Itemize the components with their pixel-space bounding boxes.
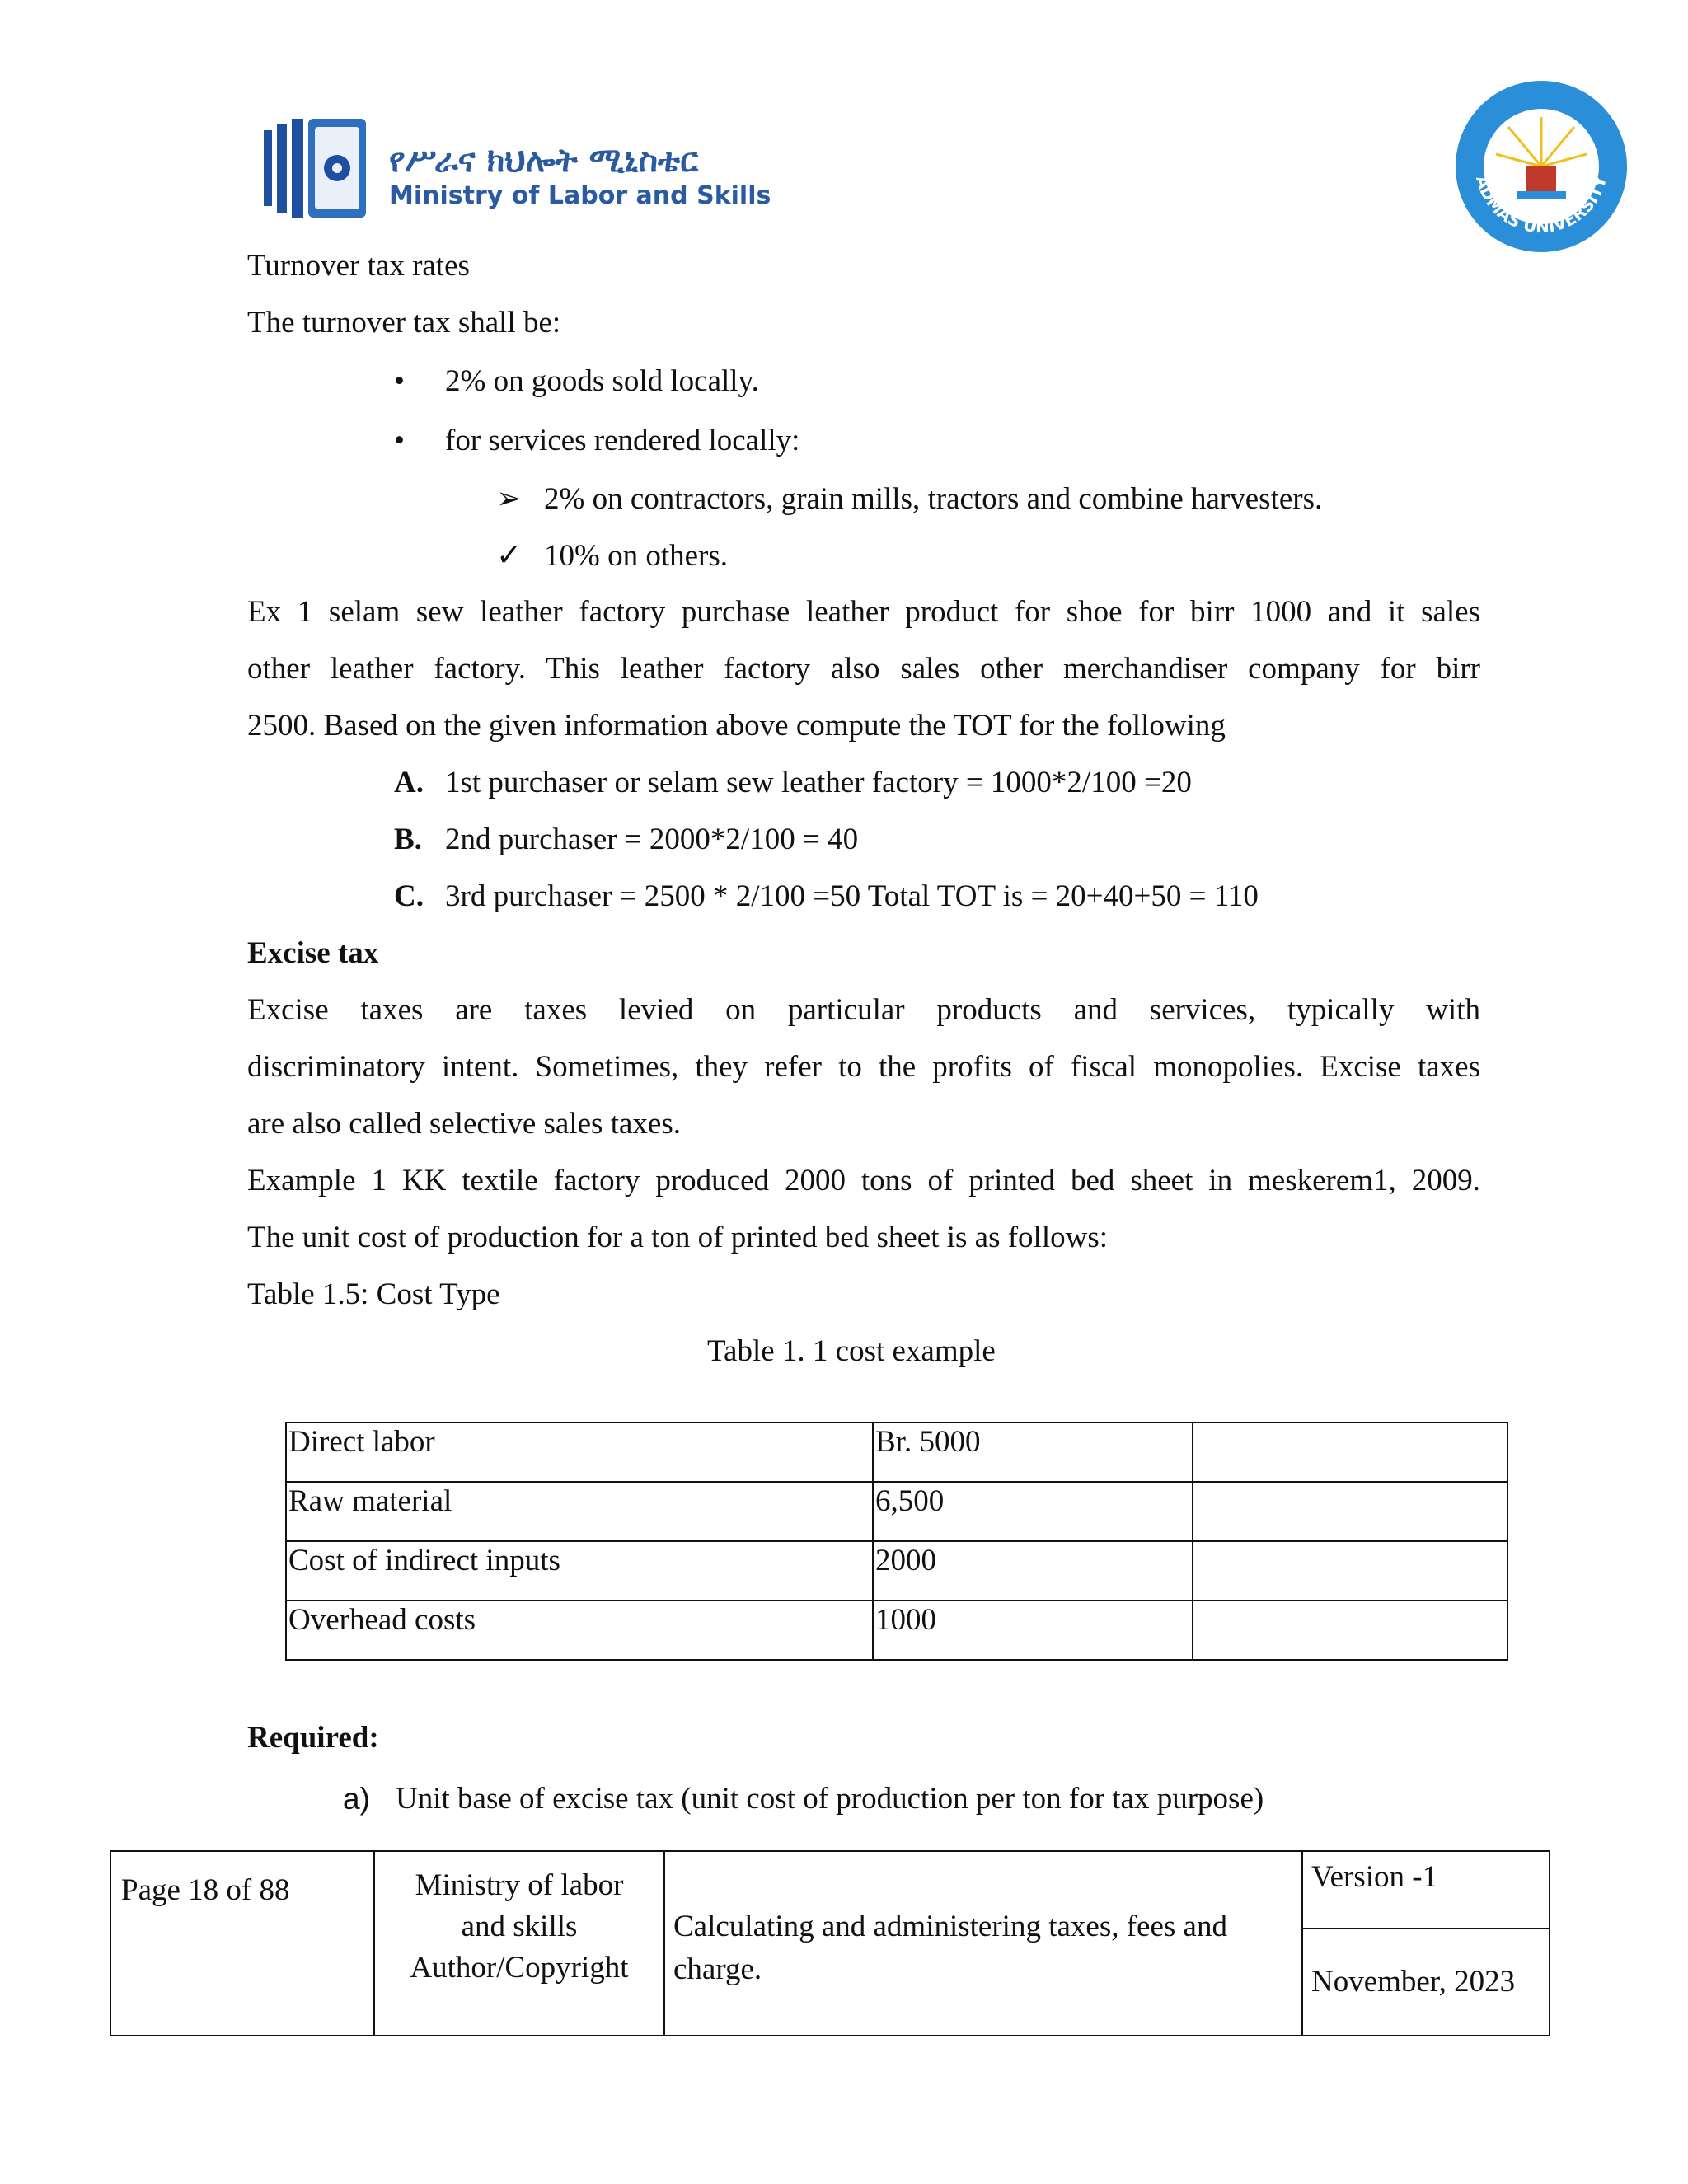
page-footer [110, 1850, 1550, 2036]
bullet-icon: • [394, 364, 405, 398]
footer-title-line1: Calculating and administering taxes, fees and [673, 1910, 1227, 1943]
sub-item-others: 10% on others. [544, 539, 728, 573]
cell-extra [1193, 1422, 1507, 1482]
cell-amount: 1000 [873, 1601, 1193, 1660]
table-row [286, 1541, 1507, 1601]
example-paragraph-line3: 2500. Based on the given information above compute the TOT for the following [247, 709, 1226, 743]
footer-author [374, 1851, 664, 2036]
item-c-text: 3rd purchaser = 2500 * 2/100 =50 Total TOT is = 20+40+50 = 110 [445, 879, 1259, 913]
excise-paragraph-line1: Excise taxes are taxes levied on particular products and services, typically with [247, 993, 1480, 1027]
table-row [286, 1482, 1507, 1541]
required-heading: Required: [247, 1721, 379, 1755]
footer-author-line2: and skills [461, 1910, 578, 1943]
heading-excise: Excise tax [247, 936, 379, 970]
cell-item: Direct labor [286, 1422, 873, 1482]
footer-page-number: Page 18 of 88 [110, 1851, 374, 2036]
seal-text: ADMAS UNIVERSITY [1471, 173, 1611, 237]
cell-item: Raw material [286, 1482, 873, 1541]
logo-english-text: Ministry of Labor and Skills [389, 181, 771, 210]
ministry-logo-icon [262, 115, 369, 223]
cell-extra [1193, 1482, 1507, 1541]
bullet-services: for services rendered locally: [445, 424, 800, 457]
excise-paragraph-line2: discriminatory intent. Sometimes, they refer to the profits of fiscal monopolies. Excise taxes [247, 1050, 1480, 1084]
req-a-label: a) [343, 1782, 370, 1816]
item-b-text: 2nd purchaser = 2000*2/100 = 40 [445, 823, 859, 856]
kk-example-line1: Example 1 KK textile factory produced 2000 tons of printed bed sheet in meskerem1, 2009. [247, 1164, 1480, 1197]
heading-turnover: Turnover tax rates [247, 249, 470, 283]
item-a-label: A. [394, 766, 424, 799]
cost-table [285, 1422, 1508, 1661]
bullet-goods: 2% on goods sold locally. [445, 364, 759, 398]
table-row [286, 1601, 1507, 1660]
bullet-icon: • [394, 424, 405, 457]
cell-amount: 2000 [873, 1541, 1193, 1601]
cell-item: Cost of indirect inputs [286, 1541, 873, 1601]
req-a-text: Unit base of excise tax (unit cost of production per ton for tax purpose) [396, 1782, 1264, 1816]
cell-amount: 6,500 [873, 1482, 1193, 1541]
footer-title-line2: charge. [673, 1952, 762, 1986]
excise-paragraph-line3: are also called selective sales taxes. [247, 1107, 681, 1141]
footer-date: November, 2023 [1302, 1929, 1550, 2036]
intro-text: The turnover tax shall be: [247, 306, 561, 340]
item-c-label: C. [394, 879, 424, 913]
footer-version: Version -1 [1302, 1851, 1550, 1929]
table-row [286, 1422, 1507, 1482]
arrow-bullet-icon: ➢ [496, 482, 523, 516]
cell-amount: Br. 5000 [873, 1422, 1193, 1482]
logo-amharic-text: የሥራና ክህሎት ሚኒስቴር [389, 142, 699, 180]
item-a-text: 1st purchaser or selam sew leather factory = 1000*2/100 =20 [445, 766, 1192, 799]
cell-extra [1193, 1541, 1507, 1601]
item-b-label: B. [394, 823, 422, 856]
example-paragraph-line2: other leather factory. This leather factory also sales other merchandiser company for birr [247, 652, 1480, 686]
example-paragraph-line1: Ex 1 selam sew leather factory purchase leather product for shoe for birr 1000 and it sales [247, 595, 1480, 629]
checkmark-icon: ✓ [496, 539, 523, 573]
cell-extra [1193, 1601, 1507, 1660]
kk-example-line2: The unit cost of production for a ton of printed bed sheet is as follows: [247, 1221, 1109, 1254]
table-label: Table 1.5: Cost Type [247, 1277, 500, 1311]
footer-author-line1: Ministry of labor [415, 1868, 624, 1902]
table-caption: Table 1. 1 cost example [707, 1334, 996, 1368]
sub-item-contractors: 2% on contractors, grain mills, tractors and combine harvesters. [544, 482, 1323, 516]
footer-title [664, 1851, 1302, 2036]
footer-author-line3: Author/Copyright [410, 1951, 629, 1985]
cell-item: Overhead costs [286, 1601, 873, 1660]
university-seal-icon [1451, 76, 1632, 257]
